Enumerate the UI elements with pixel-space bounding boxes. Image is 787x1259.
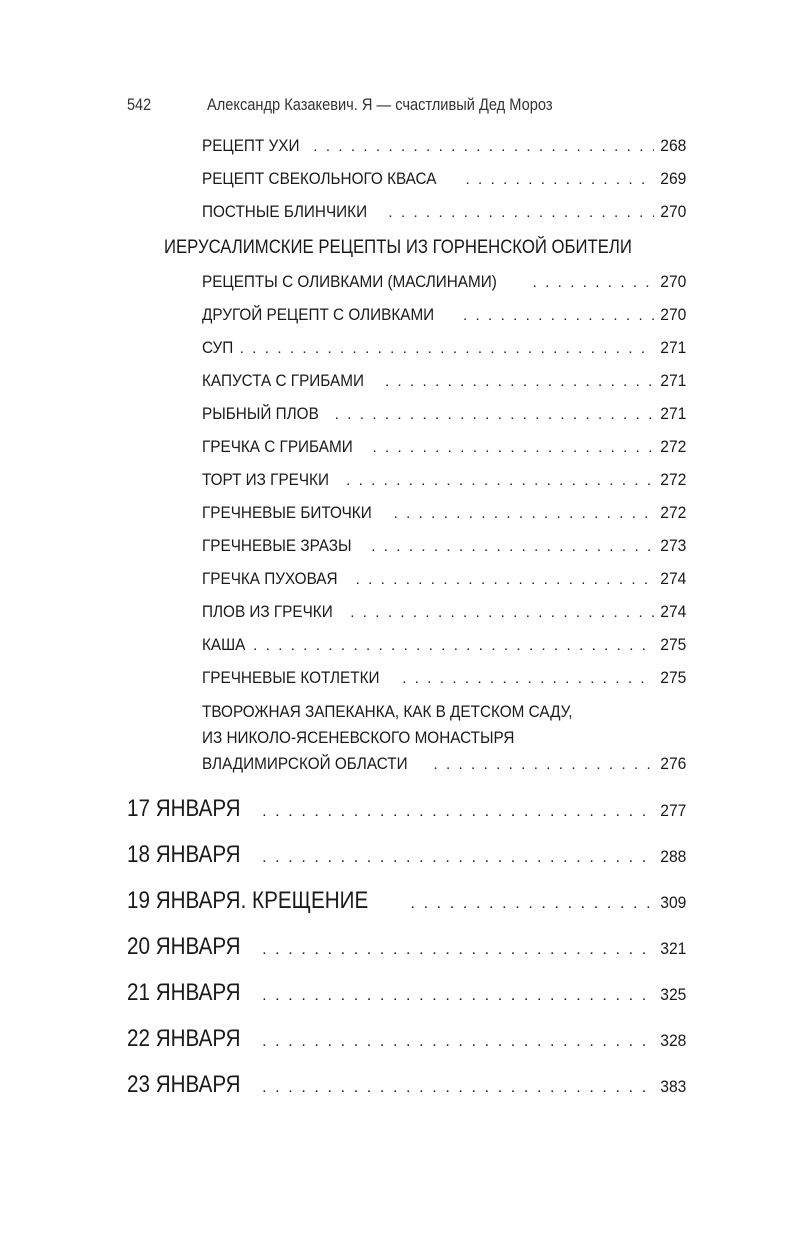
toc-entry-title: ГРЕЧНЕВЫЕ КОТЛЕТКИ <box>202 668 380 687</box>
toc-chapter-title: 22 ЯНВАРЯ <box>127 1025 241 1052</box>
toc-entry-title: ТОРТ ИЗ ГРЕЧКИ <box>202 470 329 489</box>
toc-entry-title: ДРУГОЙ РЕЦЕПТ С ОЛИВКАМИ <box>202 305 435 324</box>
dot-leader <box>313 138 653 155</box>
toc-chapter-page: 383 <box>659 1077 686 1096</box>
toc-entry-page: 276 <box>659 754 686 773</box>
dot-leader <box>433 756 653 773</box>
toc-chapter-page: 328 <box>659 1031 686 1050</box>
toc-entry[interactable] <box>202 536 686 556</box>
toc-entry-title: ПЛОВ ИЗ ГРЕЧКИ <box>202 602 333 621</box>
toc-chapter-title: 18 ЯНВАРЯ <box>127 841 241 868</box>
toc-chapter[interactable] <box>127 841 686 869</box>
toc-entry-page: 270 <box>659 202 686 221</box>
dot-leader <box>402 670 653 687</box>
dot-leader <box>356 571 654 588</box>
running-title: Александр Казакевич. Я — счастливый Дед Мороз <box>207 95 553 114</box>
toc-entry-page: 271 <box>659 371 686 390</box>
toc-chapter[interactable] <box>127 1025 686 1053</box>
toc-entry-title: ГРЕЧКА ПУХОВАЯ <box>202 569 338 588</box>
toc-entry-title: СУП <box>202 338 234 357</box>
dot-leader <box>411 895 654 913</box>
toc-entry[interactable] <box>202 404 686 424</box>
toc-chapter-title: 19 ЯНВАРЯ. КРЕЩЕНИЕ <box>127 887 369 914</box>
toc-entry[interactable] <box>202 602 686 622</box>
toc-entry-page: 269 <box>659 169 686 188</box>
dot-leader <box>335 406 654 423</box>
toc-chapter-title: 23 ЯНВАРЯ <box>127 1071 241 1098</box>
dot-leader <box>262 1079 654 1097</box>
dot-leader <box>262 803 654 821</box>
toc-entry-title: ПОСТНЫЕ БЛИНЧИКИ <box>202 202 368 221</box>
toc-entry[interactable] <box>202 202 686 222</box>
toc-chapter-page: 309 <box>659 893 686 912</box>
toc-entry-page: 271 <box>659 404 686 423</box>
toc-entry-page: 271 <box>659 338 686 357</box>
dot-leader <box>533 274 654 291</box>
dot-leader <box>346 472 654 489</box>
toc-entry-title: КАША <box>202 635 246 654</box>
page-header <box>127 95 687 119</box>
toc-entry[interactable] <box>202 503 686 523</box>
dot-leader <box>371 538 653 555</box>
toc-entry-page: 274 <box>659 602 686 621</box>
toc-chapter[interactable] <box>127 887 686 915</box>
toc-entry[interactable] <box>202 272 686 292</box>
toc-entry-title: РЕЦЕПТ УХИ <box>202 136 300 155</box>
toc-entry[interactable] <box>202 338 686 358</box>
toc-entry[interactable] <box>202 169 686 189</box>
toc-entry-page: 272 <box>659 437 686 456</box>
toc-entry[interactable] <box>202 305 686 325</box>
dot-leader <box>388 204 653 221</box>
dot-leader <box>350 604 653 621</box>
toc-entry-page: 270 <box>659 272 686 291</box>
toc-entry-line[interactable]: ТВОРОЖНАЯ ЗАПЕКАНКА, КАК В ДЕТСКОМ САДУ, <box>202 702 573 721</box>
toc-entry[interactable] <box>202 668 686 688</box>
toc-entry-title: ВЛАДИМИРСКОЙ ОБЛАСТИ <box>202 754 408 773</box>
toc-chapter[interactable] <box>127 795 686 823</box>
toc-entry-page: 268 <box>659 136 686 155</box>
dot-leader <box>385 373 654 390</box>
toc-chapter[interactable] <box>127 979 686 1007</box>
dot-leader <box>240 340 654 357</box>
toc-entry[interactable] <box>202 437 686 457</box>
dot-leader <box>253 637 653 654</box>
dot-leader <box>262 987 654 1005</box>
dot-leader <box>262 941 654 959</box>
toc-entry-page: 272 <box>659 503 686 522</box>
toc-entry-title: РЕЦЕПТ СВЕКОЛЬНОГО КВАСА <box>202 169 437 188</box>
toc-section-heading[interactable]: ИЕРУСАЛИМСКИЕ РЕЦЕПТЫ ИЗ ГОРНЕНСКОЙ ОБИТЕЛИ <box>164 237 632 258</box>
toc-entry-title: КАПУСТА С ГРИБАМИ <box>202 371 364 390</box>
toc-chapter-page: 325 <box>659 985 686 1004</box>
toc-entry-title: ГРЕЧНЕВЫЕ ЗРАЗЫ <box>202 536 352 555</box>
toc-entry-title: РЕЦЕПТЫ С ОЛИВКАМИ (МАСЛИНАМИ) <box>202 272 497 291</box>
toc-chapter-page: 277 <box>659 801 686 820</box>
dot-leader <box>262 849 654 867</box>
dot-leader <box>372 439 653 456</box>
toc-chapter-title: 21 ЯНВАРЯ <box>127 979 241 1006</box>
toc-entry-page: 272 <box>659 470 686 489</box>
toc-entry-page: 275 <box>659 668 686 687</box>
toc-entry-line[interactable]: ИЗ НИКОЛО-ЯСЕНЕВСКОГО МОНАСТЫРЯ <box>202 728 515 747</box>
dot-leader <box>394 505 654 522</box>
toc-chapter-title: 20 ЯНВАРЯ <box>127 933 241 960</box>
toc-entry[interactable] <box>202 635 686 655</box>
toc-entry[interactable] <box>202 371 686 391</box>
toc-entry-page: 270 <box>659 305 686 324</box>
toc-entry-page: 274 <box>659 569 686 588</box>
toc-entry-title: РЫБНЫЙ ПЛОВ <box>202 404 319 423</box>
toc-entry-title: ГРЕЧНЕВЫЕ БИТОЧКИ <box>202 503 372 522</box>
toc-chapter-page: 288 <box>659 847 686 866</box>
toc-entry-title: ГРЕЧКА С ГРИБАМИ <box>202 437 353 456</box>
toc-chapter[interactable] <box>127 933 686 961</box>
toc-entry[interactable] <box>202 754 686 774</box>
dot-leader <box>466 171 654 188</box>
toc-entry-page: 275 <box>659 635 686 654</box>
dot-leader <box>463 307 654 324</box>
toc-entry[interactable] <box>202 136 686 156</box>
toc-chapter-title: 17 ЯНВАРЯ <box>127 795 241 822</box>
toc-entry[interactable] <box>202 470 686 490</box>
toc-entry-page: 273 <box>659 536 686 555</box>
toc-entry[interactable] <box>202 569 686 589</box>
page-number: 542 <box>127 95 152 114</box>
toc-chapter[interactable] <box>127 1071 686 1099</box>
toc-chapter-page: 321 <box>659 939 686 958</box>
dot-leader <box>262 1033 654 1051</box>
